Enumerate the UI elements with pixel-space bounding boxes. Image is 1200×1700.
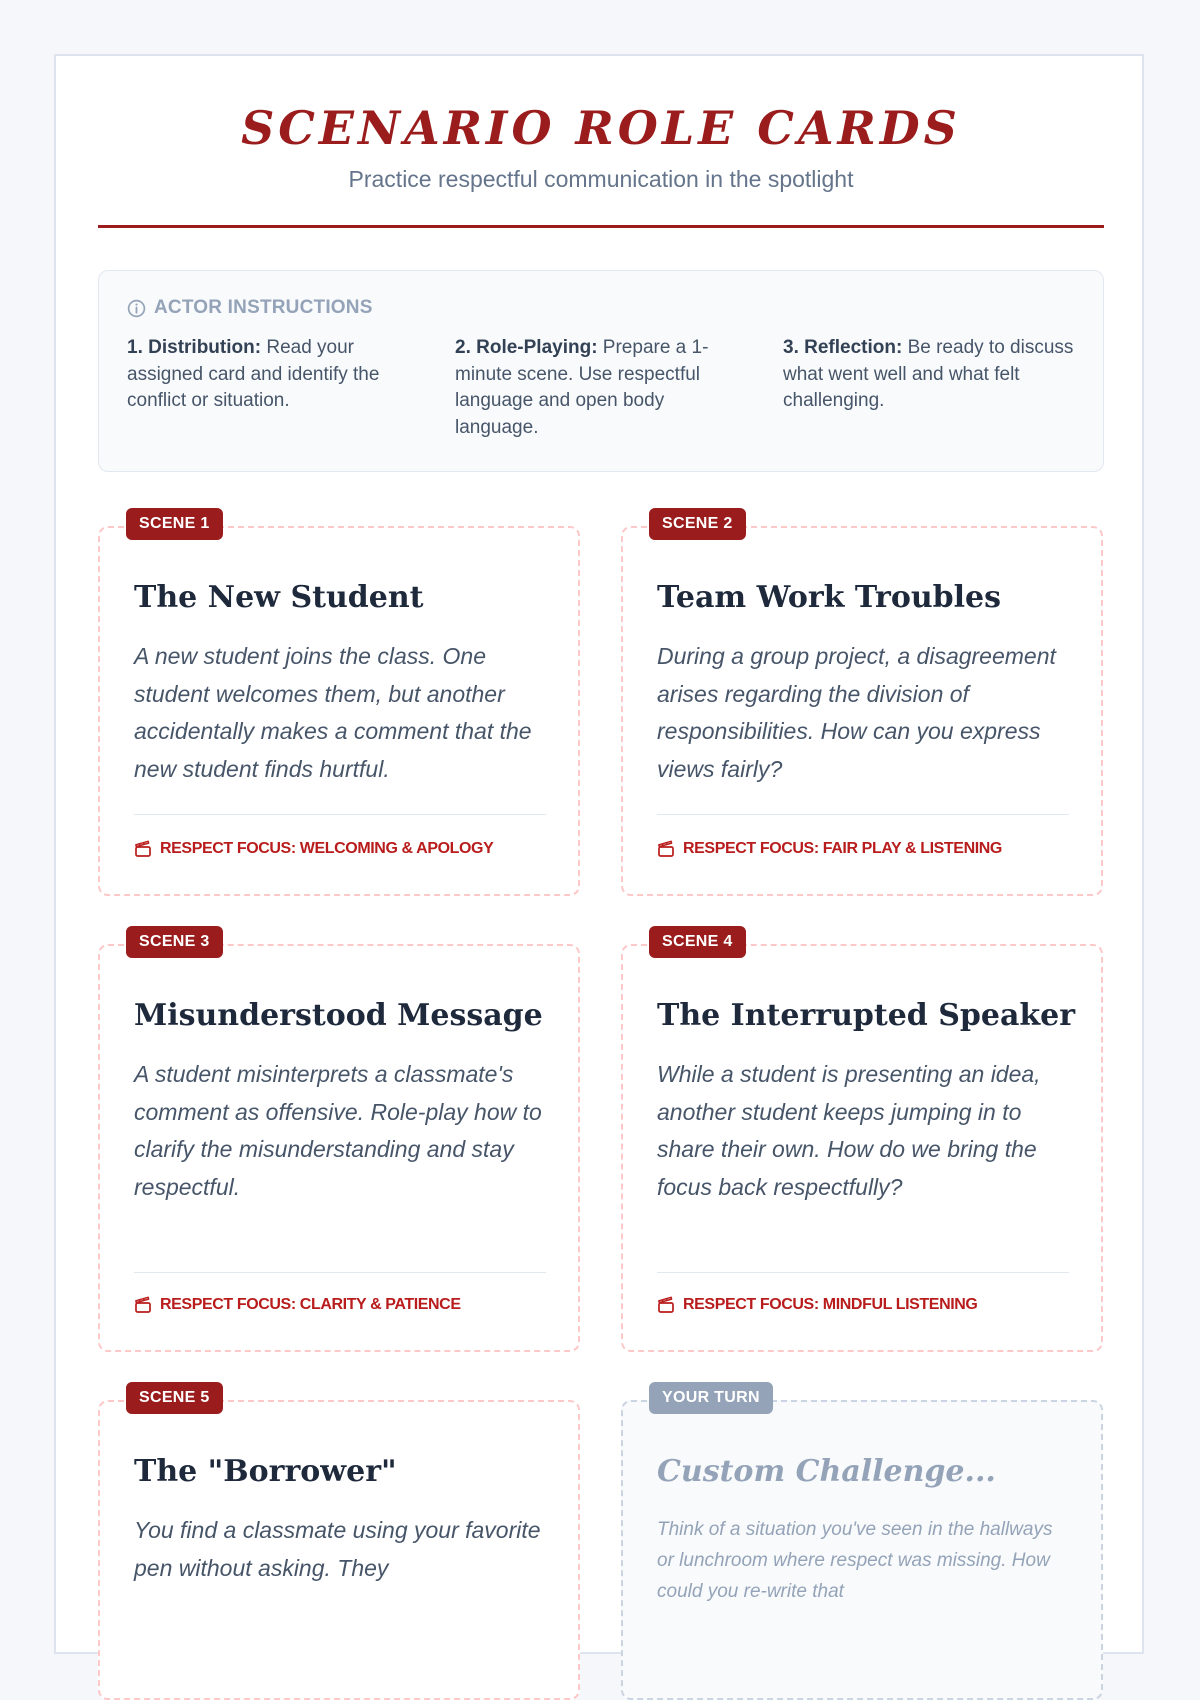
scene-badge: SCENE 1 [126,508,223,540]
scene-title: The Interrupted Speaker [657,998,1076,1033]
clapperboard-icon [134,1296,152,1314]
instruction-distribution [127,335,419,441]
clapperboard-icon [134,840,152,858]
instruction-label: 3. Reflection: [783,337,903,358]
instructions-heading [127,297,1075,319]
respect-focus [657,1296,977,1314]
worksheet [54,54,1144,1654]
scene-description: While a student is presenting an idea, another student keeps jumping in to share their own. How do we bring the focus back respectfully? [657,1061,1041,1200]
info-icon [127,299,146,318]
instruction-reflection [783,335,1075,441]
card-divider [657,1272,1069,1273]
clapperboard-icon [657,1296,675,1314]
page-subtitle: Practice respectful communication in the spotlight [348,166,854,192]
scene-card-2 [621,515,1103,896]
respect-focus-text: RESPECT FOCUS: FAIR PLAY & LISTENING [683,840,1002,857]
your-turn-badge: YOUR TURN [649,1382,773,1414]
scene-title: Misunderstood Message [134,998,543,1033]
scene-badge: SCENE 3 [126,926,223,958]
instruction-text: Be ready to discuss what went well and what felt challenging. [783,337,1074,411]
instruction-label: 1. Distribution: [127,337,262,358]
scene-description: You find a classmate using your favorite pen without asking. They [134,1517,541,1581]
instruction-role-playing [455,335,747,441]
custom-challenge-title: Custom Challenge... [657,1454,996,1489]
respect-focus [134,840,493,858]
scene-title: The New Student [134,580,424,615]
custom-challenge-card [621,1389,1103,1700]
scene-description: A new student joins the class. One student welcomes them, but another accidentally makes a comment that the new student finds hurtful. [134,643,532,782]
header [98,96,1104,194]
respect-focus-text: RESPECT FOCUS: WELCOMING & APOLOGY [160,840,494,857]
instruction-text: Read your assigned card and identify the conflict or situation. [127,337,380,411]
scene-card-1 [98,515,580,896]
clapperboard-icon [657,840,675,858]
respect-focus-text: RESPECT FOCUS: CLARITY & PATIENCE [160,1296,461,1313]
header-divider [98,225,1104,228]
scene-card-5 [98,1389,580,1700]
scene-badge: SCENE 4 [649,926,746,958]
card-divider [657,814,1069,815]
custom-challenge-prompt: Think of a situation you've seen in the hallways or lunchroom where respect was missing. How could you re-write that [657,1519,1053,1602]
respect-focus [657,840,1002,858]
instruction-label: 2. Role-Playing: [455,337,598,358]
respect-focus [134,1296,461,1314]
scene-description: A student misinterprets a classmate's comment as offensive. Role-play how to clarify the misunderstanding and stay respectful. [134,1061,542,1200]
scene-card-3 [98,933,580,1352]
scene-badge: SCENE 2 [649,508,746,540]
respect-focus-text: RESPECT FOCUS: MINDFUL LISTENING [683,1296,978,1313]
card-divider [134,1272,546,1273]
scene-badge: SCENE 5 [126,1382,223,1414]
scene-card-4 [621,933,1103,1352]
scene-title: The "Borrower" [134,1454,397,1489]
instructions-heading-text: ACTOR INSTRUCTIONS [154,297,373,318]
instruction-text: Prepare a 1-minute scene. Use respectful language and open body language. [455,337,709,438]
scene-title: Team Work Troubles [657,580,1002,615]
page-title: SCENARIO ROLE CARDS [241,101,961,155]
actor-instructions-box [98,270,1104,472]
card-divider [134,814,546,815]
scene-description: During a group project, a disagreement arises regarding the division of responsibilities. How can you express views fairly? [657,643,1056,782]
